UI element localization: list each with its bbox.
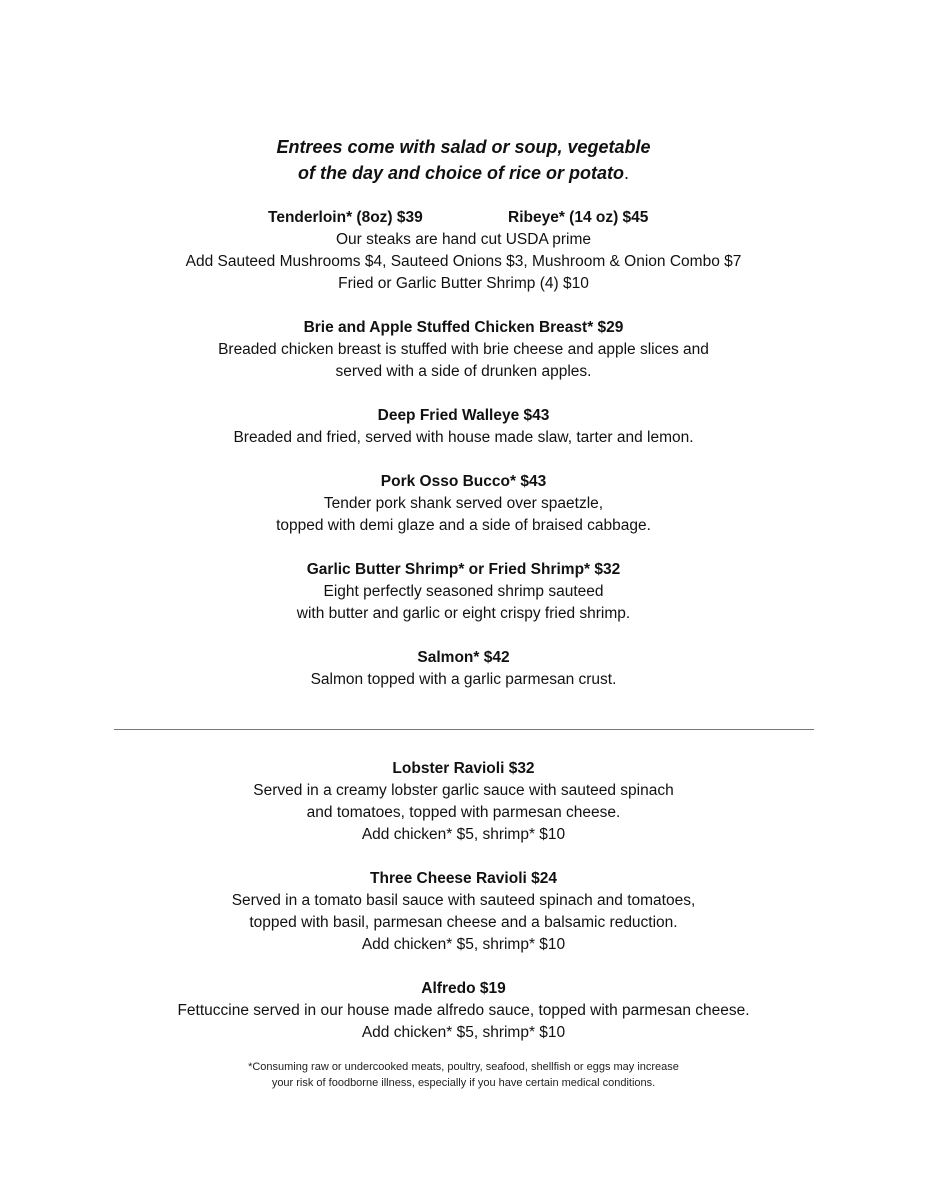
item-title: Alfredo $19: [421, 980, 506, 997]
steaks-line: Fried or Garlic Butter Shrimp (4) $10: [338, 275, 589, 292]
menu-item-alfredo: [0, 978, 927, 1044]
item-description: Fettuccine served in our house made alfredo sauce, topped with parmesan cheese.: [177, 1002, 750, 1019]
intro-line-2-text: of the day and choice of rice or potato: [297, 163, 625, 183]
item-title: Brie and Apple Stuffed Chicken Breast* $29: [303, 319, 624, 336]
steaks-line: Our steaks are hand cut USDA prime: [335, 231, 591, 248]
item-description: Breaded and fried, served with house made slaw, tarter and lemon.: [233, 429, 694, 446]
health-disclaimer: [0, 1059, 927, 1091]
entrees-intro: [0, 134, 927, 186]
menu-item-walleye: [0, 405, 927, 449]
item-description: Breaded chicken breast is stuffed with brie cheese and apple slices and: [218, 341, 709, 358]
intro-period: .: [624, 163, 630, 183]
menu-item-shrimp: [0, 559, 927, 625]
item-title: Salmon* $42: [417, 649, 510, 666]
item-description: Eight perfectly seasoned shrimp sauteed: [323, 583, 604, 600]
intro-line-2: [0, 160, 927, 186]
item-title: Pork Osso Bucco* $43: [380, 473, 547, 490]
disclaimer-line-2: your risk of foodborne illness, especially if you have certain medical conditions.: [271, 1077, 656, 1089]
item-addon: Add chicken* $5, shrimp* $10: [361, 826, 566, 843]
item-description: topped with demi glaze and a side of braised cabbage.: [276, 517, 651, 534]
menu-item-lobster-ravioli: [0, 758, 927, 846]
item-title: Garlic Butter Shrimp* or Fried Shrimp* $32: [306, 561, 621, 578]
item-description: topped with basil, parmesan cheese and a balsamic reduction.: [249, 914, 678, 931]
steaks-line: Add Sauteed Mushrooms $4, Sauteed Onions $3, Mushroom & Onion Combo $7: [185, 253, 742, 270]
intro-line-1: Entrees come with salad or soup, vegetable: [276, 137, 651, 157]
steaks-section: [0, 207, 927, 295]
item-description: and tomatoes, topped with parmesan cheese.: [306, 804, 621, 821]
item-description: Salmon topped with a garlic parmesan crust.: [310, 671, 617, 688]
ribeye-title: Ribeye* (14 oz) $45: [508, 209, 649, 226]
menu-item-three-cheese-ravioli: [0, 868, 927, 956]
item-description: Served in a creamy lobster garlic sauce with sauteed spinach: [253, 782, 674, 799]
item-title: Deep Fried Walleye $43: [377, 407, 550, 424]
steak-titles: [0, 207, 927, 229]
menu-item-salmon: [0, 647, 927, 691]
menu-item-pork: [0, 471, 927, 537]
item-title: Three Cheese Ravioli $24: [370, 870, 557, 887]
disclaimer-line-1: *Consuming raw or undercooked meats, poultry, seafood, shellfish or eggs may increase: [248, 1061, 679, 1073]
item-addon: Add chicken* $5, shrimp* $10: [361, 1024, 566, 1041]
menu-item-chicken: [0, 317, 927, 383]
item-description: served with a side of drunken apples.: [335, 363, 592, 380]
item-description: Served in a tomato basil sauce with sauteed spinach and tomatoes,: [231, 892, 696, 909]
item-description: Tender pork shank served over spaetzle,: [323, 495, 604, 512]
item-description: with butter and garlic or eight crispy fried shrimp.: [296, 605, 631, 622]
tenderloin-title: Tenderloin* (8oz) $39: [268, 209, 423, 226]
item-title: Lobster Ravioli $32: [392, 760, 535, 777]
section-divider: [114, 729, 814, 730]
item-addon: Add chicken* $5, shrimp* $10: [361, 936, 566, 953]
